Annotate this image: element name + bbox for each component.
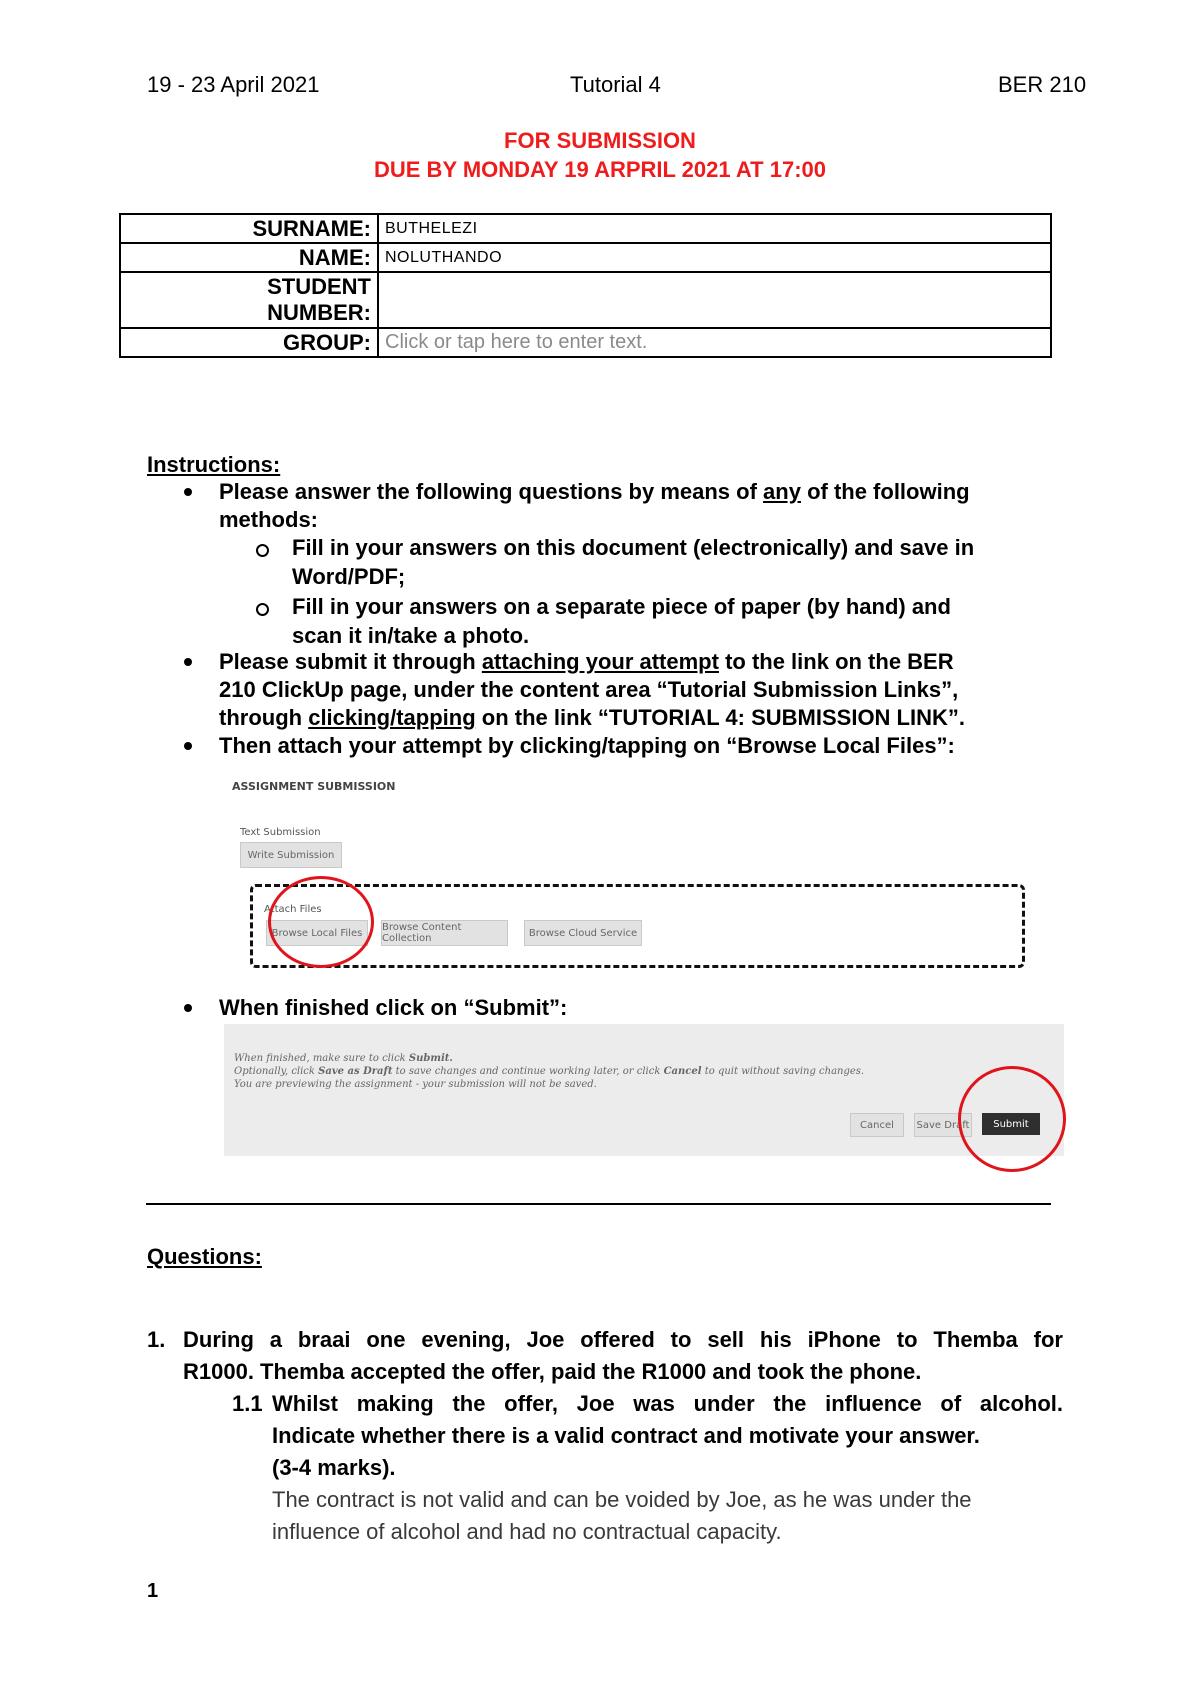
submit-button[interactable]: Submit [982,1113,1040,1135]
save-draft-button[interactable]: Save Draft [914,1113,972,1137]
student-number-label-line2: NUMBER: [267,300,371,325]
answer-1-1-line2[interactable]: influence of alcohol and had no contractual capacity. [272,1519,782,1544]
surname-field[interactable]: BUTHELEZI [378,214,1051,243]
question-1-number: 1. [147,1327,166,1352]
name-label: NAME: [120,243,378,272]
notice-line1: When finished, make sure to click Submit. [234,1053,453,1064]
header-tutorial: Tutorial 4 [570,72,661,97]
student-number-label [120,272,378,328]
browse-content-collection-button[interactable]: Browse Content Collection [381,920,508,946]
sub-instruction-2-line1: Fill in your answers on a separate piece of paper (by hand) and [292,594,951,619]
highlight-circle [958,1066,1066,1172]
notice-line3: You are previewing the assignment - your submission will not be saved. [234,1079,597,1090]
attach-files-label: Attach Files [264,904,322,915]
browse-cloud-service-button[interactable]: Browse Cloud Service [524,920,642,946]
header-date: 19 - 23 April 2021 [147,72,320,97]
submission-due-date: DUE BY MONDAY 19 ARPRIL 2021 AT 17:00 [374,157,826,182]
instruction-4: When finished click on “Submit”: [219,995,568,1020]
answer-1-1-line1[interactable]: The contract is not valid and can be voided by Joe, as he was under the [272,1487,972,1512]
question-1-1-line1: Whilst making the offer, Joe was under the influence of alcohol. [272,1391,1063,1416]
text-submission-label: Text Submission [240,827,321,838]
header-course: BER 210 [998,72,1087,97]
circle-bullet-icon [256,603,269,616]
submission-title: FOR SUBMISSION [504,128,696,153]
student-number-label-line1: STUDENT [267,274,371,299]
group-field[interactable]: Click or tap here to enter text. [378,328,1051,357]
assignment-submission-screenshot [230,772,1030,972]
instruction-1-line1: Please answer the following questions by means of any of the following [219,479,970,504]
group-label: GROUP: [120,328,378,357]
divider-line [146,1203,1051,1205]
bullet-icon [184,1004,192,1012]
student-info-table [119,213,1052,358]
circle-bullet-icon [256,544,269,557]
cancel-button[interactable]: Cancel [850,1113,904,1137]
notice-line2: Optionally, click Save as Draft to save changes and continue working later, or click Cancel to quit without saving changes. [234,1066,865,1077]
highlight-circle [268,876,374,968]
bullet-icon [184,488,192,496]
instruction-2-line1: Please submit it through attaching your attempt to the link on the BER [219,649,954,674]
question-1-line2: R1000. Themba accepted the offer, paid the R1000 and took the phone. [183,1359,922,1384]
name-row [120,243,1051,272]
sub-instruction-1-line1: Fill in your answers on this document (electronically) and save in [292,535,975,560]
instructions-heading: Instructions: [147,452,281,477]
group-row [120,328,1051,357]
page-number: 1 [147,1580,159,1602]
assignment-submission-title: ASSIGNMENT SUBMISSION [232,780,396,793]
instruction-3: Then attach your attempt by clicking/tapping on “Browse Local Files”: [219,733,955,758]
questions-heading: Questions: [147,1244,262,1269]
instruction-2-line2: 210 ClickUp page, under the content area “Tutorial Submission Links”, [219,677,959,702]
student-number-row [120,272,1051,328]
submit-panel-screenshot [224,1024,1064,1156]
question-1-line1: During a braai one evening, Joe offered to sell his iPhone to Themba for [183,1327,1063,1352]
browse-local-files-button[interactable]: Browse Local Files [266,920,368,946]
sub-instruction-1-line2: Word/PDF; [292,564,406,589]
instruction-2-line3: through clicking/tapping on the link “TUTORIAL 4: SUBMISSION LINK”. [219,705,965,730]
question-1-1-line2: Indicate whether there is a valid contract and motivate your answer. [272,1423,980,1448]
sub-instruction-2-line2: scan it in/take a photo. [292,623,530,648]
student-number-field[interactable] [378,272,1051,328]
name-field[interactable]: NOLUTHANDO [378,243,1051,272]
bullet-icon [184,658,192,666]
bullet-icon [184,742,192,750]
instruction-1-line2: methods: [219,507,318,532]
question-1-1-number: 1.1 [232,1391,263,1416]
question-1-1-line3: (3-4 marks). [272,1455,396,1480]
submit-panel-notice [234,1052,994,1091]
write-submission-button[interactable]: Write Submission [240,842,342,868]
surname-label: SURNAME: [120,214,378,243]
surname-row [120,214,1051,243]
